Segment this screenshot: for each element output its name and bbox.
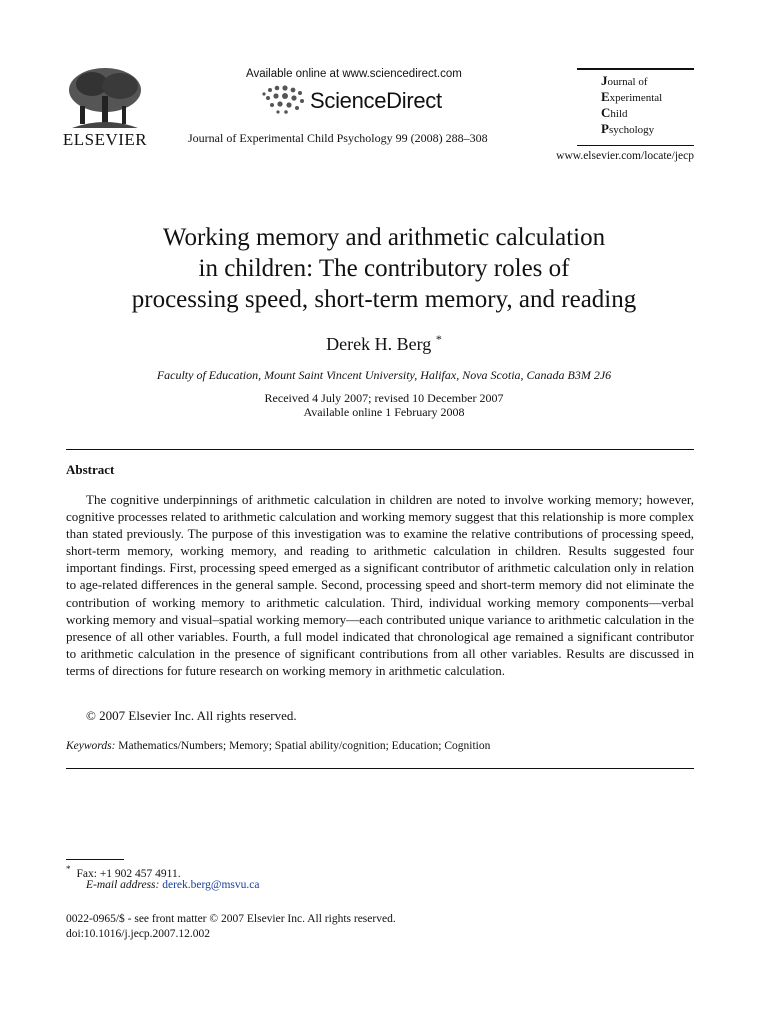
- available-online-text: Available online at www.sciencedirect.com: [246, 68, 462, 80]
- doi-link[interactable]: doi:10.1016/j.jecp.2007.12.002: [66, 928, 211, 940]
- keywords-list: Mathematics/Numbers; Memory; Spatial ability/cognition; Education; Cognition: [118, 740, 491, 752]
- sciencedirect-dots-icon: [258, 82, 308, 118]
- author-affiliation: Faculty of Education, Mount Saint Vincent University, Halifax, Nova Scotia, Canada B3M 2J6: [156, 368, 612, 382]
- author-footnote-mark[interactable]: *: [435, 332, 442, 346]
- journal-logo: [577, 68, 694, 146]
- journal-logo-line-1: Journal of: [601, 73, 648, 88]
- received-dates: Received 4 July 2007; revised 10 December 2007: [264, 391, 504, 405]
- divider-bottom: [66, 768, 694, 769]
- issn-line: 0022-0965/$ - see front matter © 2007 Elsevier Inc. All rights reserved.: [66, 913, 396, 925]
- sciencedirect-logo[interactable]: [258, 82, 478, 118]
- abstract-body: The cognitive underpinnings of arithmetic calculation in children are noted to involve working memory; however, cognitive processes related to arithmetic calculation and working memory suggest that this relationship is more complex than stated previously. The purpose of this investigation was to examine the relative contributions of processing speed, short-term memory, working memory, and reading to arithmetic calculation in children. Results suggested four important findings. First, processing speed emerged as a significant contributor of arithmetic calculation only in relation to age-related differences in the general sample. Second, processing speed and short-term memory did not eliminate the contribution of working memory to arithmetic calculation. Third, individual working memory components—verbal working memory and visual–spatial working memory—each contributed unique variance to arithmetic calculation in the presence of all other variables. Fourth, a full model indicated that chronological age remained a significant contributor to arithmetic calculation in the presence of significant contributions from all other variables. Results are discussed in terms of directions for future research on working memory in arithmetic calculation.: [66, 492, 694, 678]
- journal-logo-line-2: Experimental: [601, 89, 663, 104]
- title-line-2: in children: The contributory roles of: [198, 255, 570, 282]
- abstract-heading: Abstract: [66, 462, 115, 477]
- title-line-1: Working memory and arithmetic calculation: [162, 224, 606, 251]
- journal-citation: Journal of Experimental Child Psychology 99 (2008) 288–308: [188, 131, 488, 145]
- abstract-copyright: © 2007 Elsevier Inc. All rights reserved.: [86, 708, 297, 723]
- author-name: Derek H. Berg: [326, 334, 432, 354]
- article-title: [40, 222, 728, 315]
- email-link[interactable]: derek.berg@msvu.ca: [162, 879, 260, 891]
- keywords-label: Keywords:: [66, 740, 116, 752]
- available-online-date: Available online 1 February 2008: [303, 405, 465, 419]
- journal-logo-line-4: Psychology: [601, 121, 655, 136]
- footnote-mark: *: [66, 864, 71, 874]
- email-label: E-mail address:: [86, 879, 160, 891]
- footnote-rule: [66, 859, 124, 860]
- title-line-3: processing speed, short-term memory, and reading: [131, 286, 637, 313]
- journal-url-link[interactable]: www.elsevier.com/locate/jecp: [556, 150, 694, 162]
- footnote-email: [86, 879, 259, 891]
- sciencedirect-wordmark: ScienceDirect: [310, 88, 442, 113]
- elsevier-tree-icon: [62, 66, 148, 132]
- publisher-name: ELSEVIER: [62, 130, 148, 149]
- elsevier-logo: [62, 66, 148, 149]
- author-line: [0, 332, 768, 355]
- divider-top: [66, 449, 694, 450]
- journal-logo-rule: [577, 145, 694, 146]
- journal-logo-line-3: Child: [601, 105, 628, 120]
- footnote-fax: * Fax: +1 902 457 4911.: [66, 864, 181, 880]
- keywords: [66, 740, 490, 752]
